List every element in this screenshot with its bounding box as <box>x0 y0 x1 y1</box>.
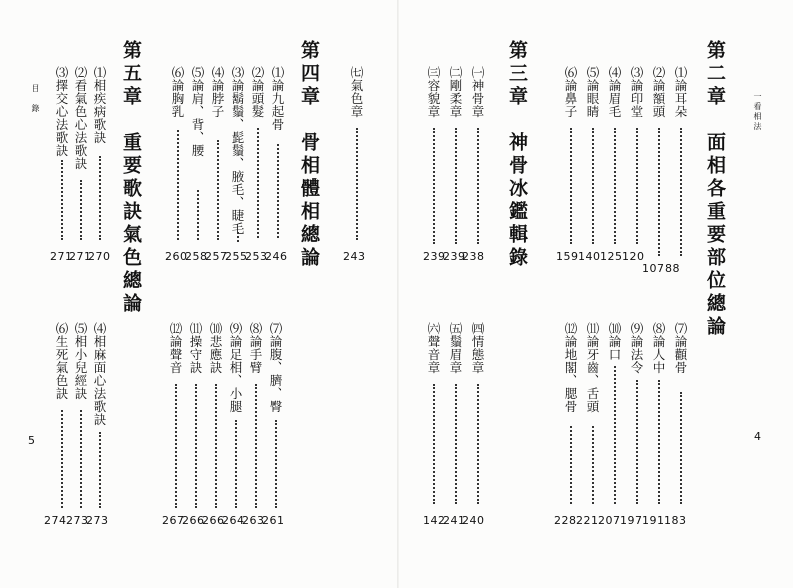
toc-entry-label: ⑹論胸乳 <box>170 66 185 118</box>
dot-leader <box>658 128 660 256</box>
toc-entry-label: ⑽論口 <box>607 322 622 361</box>
dot-leader <box>433 384 435 504</box>
dot-leader <box>636 128 638 244</box>
toc-page-number: 221 <box>576 514 599 527</box>
toc-entry-label: ㈤鬚眉章 <box>448 322 463 374</box>
dot-leader <box>80 180 82 240</box>
toc-page-number: 191 <box>642 514 665 527</box>
chapter-2-title: 第二章 面相各重要部位總論 <box>704 40 726 339</box>
dot-leader <box>570 128 572 244</box>
dot-leader <box>680 128 682 256</box>
toc-entry-label: ⑾論牙齒、舌頭 <box>585 322 600 413</box>
toc-entry-label: ㈥聲音章 <box>426 322 441 374</box>
toc-entry-label: ⑴相疾病歌訣 <box>92 66 107 144</box>
dot-leader <box>356 128 358 240</box>
toc-page-number: 142 <box>423 514 446 527</box>
dot-leader <box>614 128 616 244</box>
toc-page-number: 257 <box>205 250 228 263</box>
dot-leader <box>455 384 457 504</box>
dot-leader <box>592 426 594 504</box>
toc-page-number: 197 <box>620 514 643 527</box>
toc-page-number: 183 <box>664 514 687 527</box>
toc-entry-label: ⑻論手臂 <box>248 322 263 374</box>
toc-page-number: 125 <box>600 250 623 263</box>
toc-page-number: 239 <box>443 250 466 263</box>
toc-page-number: 261 <box>262 514 285 527</box>
toc-entry-label: ⑿論聲音 <box>168 322 183 374</box>
toc-page-number: 267 <box>162 514 185 527</box>
toc-page-number: 255 <box>225 250 248 263</box>
running-head-left: 目 錄 <box>31 84 40 114</box>
toc-page-number: 266 <box>182 514 205 527</box>
dot-leader <box>197 190 199 240</box>
dot-leader <box>99 156 101 240</box>
dot-leader <box>177 130 179 240</box>
dot-leader <box>235 420 237 508</box>
toc-entry-label: ⑸論肩、背、腰 <box>190 66 205 157</box>
toc-entry-label: ⑸相小兒經訣 <box>73 322 88 400</box>
toc-entry-label: ⑺論腹、臍、臀 <box>268 322 283 413</box>
toc-entry-label: ⑼論法令 <box>629 322 644 374</box>
toc-page-number: 266 <box>202 514 225 527</box>
dot-leader <box>237 232 239 242</box>
toc-page-number: 228 <box>554 514 577 527</box>
toc-page-number: 243 <box>343 250 366 263</box>
toc-page-number: 246 <box>265 250 288 263</box>
toc-page-number: 263 <box>242 514 265 527</box>
dot-leader <box>257 128 259 238</box>
toc-page-number: 258 <box>185 250 208 263</box>
dot-leader <box>658 380 660 504</box>
chapter-4-title: 第四章 骨相體相總論 <box>298 40 320 270</box>
toc-page-number: 120 <box>622 250 645 263</box>
toc-entry-label: ⑶擇交心法歌訣 <box>54 66 69 157</box>
toc-entry-label: ⑸論眼睛 <box>585 66 600 118</box>
toc-page-number: 274 <box>44 514 67 527</box>
dot-leader <box>195 384 197 508</box>
toc-entry-label: ⑻論人中 <box>651 322 666 374</box>
toc-page-number: 159 <box>556 250 579 263</box>
toc-page-number: 107 <box>642 262 665 275</box>
toc-page-number: 239 <box>423 250 446 263</box>
toc-entry-label: ⑺論顴骨 <box>673 322 688 374</box>
toc-page-number: 270 <box>88 250 111 263</box>
toc-entry-label: ㈦氣色章 <box>349 66 364 118</box>
toc-entry-label: ⑵看氣色心法歌訣 <box>73 66 88 170</box>
dot-leader <box>277 144 279 238</box>
toc-entry-label: ⑷論脖子 <box>210 66 225 118</box>
dot-leader <box>614 366 616 504</box>
dot-leader <box>80 410 82 508</box>
dot-leader <box>455 128 457 244</box>
dot-leader <box>477 384 479 504</box>
toc-entry-label: ⑴論九起骨 <box>270 66 285 131</box>
dot-leader <box>275 420 277 508</box>
chapter-3-title: 第三章 神骨冰鑑輯錄 <box>506 40 528 270</box>
toc-entry-label: ⑵論額頭 <box>651 66 666 118</box>
toc-entry-label: ⑷論眉毛 <box>607 66 622 118</box>
toc-page-number: 88 <box>665 262 680 275</box>
toc-entry-label: ⑶論印堂 <box>629 66 644 118</box>
dot-leader <box>680 392 682 504</box>
toc-entry-label: ⑼論足相、小腿 <box>228 322 243 413</box>
toc-page-number: 264 <box>222 514 245 527</box>
dot-leader <box>175 384 177 508</box>
toc-page-number: 207 <box>598 514 621 527</box>
dot-leader <box>217 140 219 240</box>
toc-page-number: 273 <box>66 514 89 527</box>
dot-leader <box>99 432 101 508</box>
folio-left: 5 <box>28 434 35 447</box>
dot-leader <box>255 384 257 508</box>
dot-leader <box>570 426 572 504</box>
toc-entry-label: ⑽悲應訣 <box>208 322 223 374</box>
dot-leader <box>61 160 63 240</box>
toc-page-number: 238 <box>462 250 485 263</box>
toc-entry-label: ⑶論鬍鬚、髭鬚、腋毛、睫毛 <box>230 66 245 235</box>
toc-entry-label: ⑾操守訣 <box>188 322 203 374</box>
gutter-fold <box>397 0 399 588</box>
toc-page-number: 241 <box>443 514 466 527</box>
toc-entry-label: ㈡剛柔章 <box>448 66 463 118</box>
toc-entry-label: ㈢容貌章 <box>426 66 441 118</box>
dot-leader <box>61 410 63 508</box>
toc-entry-label: ⑴論耳朵 <box>673 66 688 118</box>
dot-leader <box>592 128 594 244</box>
dot-leader <box>215 384 217 508</box>
toc-page-number: 260 <box>165 250 188 263</box>
toc-page-number: 253 <box>245 250 268 263</box>
toc-entry-label: ⑿論地閣、腮骨 <box>563 322 578 413</box>
toc-entry-label: ⑹論鼻子 <box>563 66 578 118</box>
toc-entry-label: ㈠神骨章 <box>470 66 485 118</box>
toc-page-number: 273 <box>86 514 109 527</box>
toc-entry-label: ⑹生死氣色訣 <box>54 322 69 400</box>
toc-page-number: 240 <box>462 514 485 527</box>
folio-right: 4 <box>754 430 761 443</box>
toc-page-number: 140 <box>578 250 601 263</box>
dot-leader <box>477 128 479 244</box>
toc-entry-label: ⑷相麻面心法歌訣 <box>92 322 107 426</box>
chapter-5-title: 第五章 重要歌訣氣色總論 <box>120 40 142 316</box>
toc-page-number: 271 <box>69 250 92 263</box>
toc-page-number: 271 <box>50 250 73 263</box>
running-head-right: 一看相法 <box>753 92 762 132</box>
dot-leader <box>433 128 435 244</box>
toc-entry-label: ㈣情態章 <box>470 322 485 374</box>
toc-entry-label: ⑵論頭髮 <box>250 66 265 118</box>
dot-leader <box>636 380 638 504</box>
